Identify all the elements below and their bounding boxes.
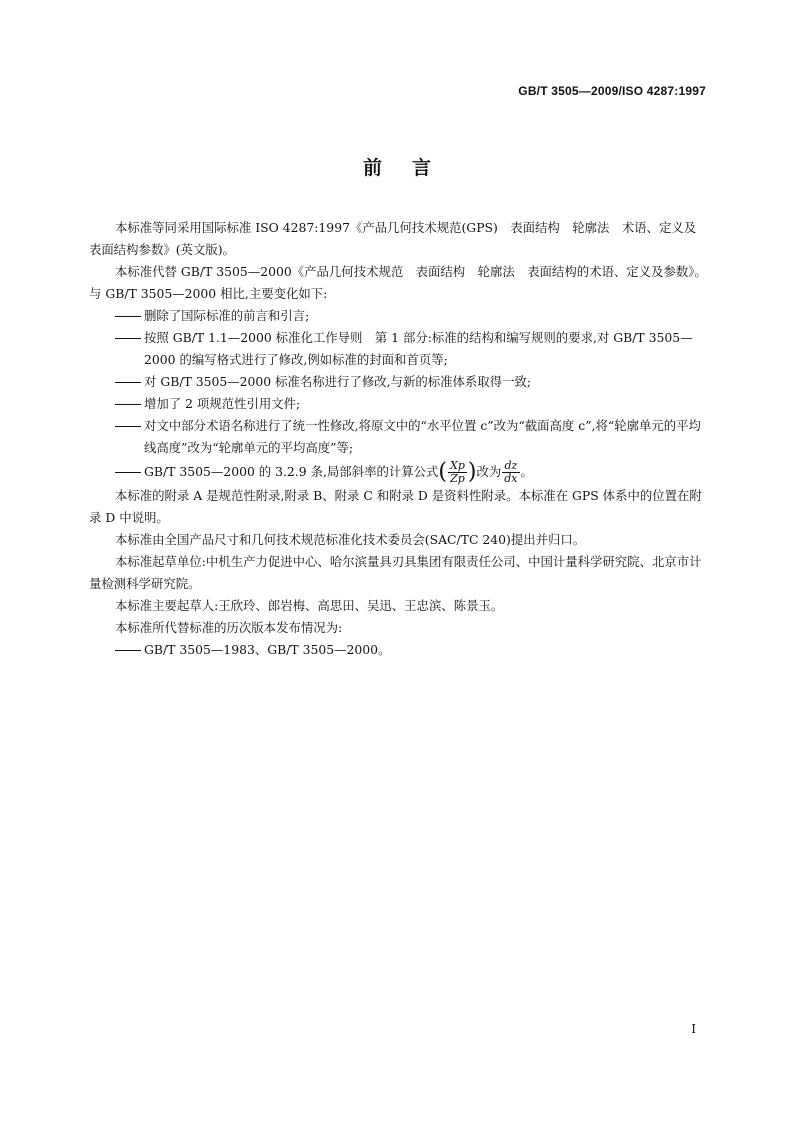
fraction-xp-zp bbox=[448, 460, 467, 485]
page-number: I bbox=[691, 1022, 696, 1036]
fraction-denominator: dx bbox=[504, 472, 518, 485]
fraction-dz-dx bbox=[502, 460, 519, 485]
dash-mark bbox=[115, 404, 141, 405]
fraction-numerator: Xp bbox=[450, 459, 465, 472]
right-paren: ) bbox=[467, 459, 477, 485]
left-paren: ( bbox=[438, 459, 448, 485]
paragraph-adoption: 本标准等同采用国际标准 ISO 4287:1997《产品几何技术规范(GPS) 表面结构 轮廓法 术语、定义及表面结构参数》(英文版)。 bbox=[89, 220, 697, 257]
dash-mark bbox=[115, 472, 141, 473]
history-item bbox=[89, 639, 707, 661]
change-item-6 bbox=[89, 459, 707, 485]
fraction-numerator: dz bbox=[502, 460, 519, 473]
change-item-3 bbox=[89, 371, 707, 393]
paragraph-drafting-units: 本标准起草单位:中机生产力促进中心、哈尔滨量具刃具集团有限责任公司、中国计量科学研究院、北京市计量检测科学研究院。 bbox=[89, 554, 702, 591]
change-item-2 bbox=[89, 327, 707, 371]
fraction-denominator: Zp bbox=[450, 472, 465, 485]
change-item-4 bbox=[89, 393, 707, 415]
paragraph-drafters: 本标准主要起草人:王欣玲、郎岩梅、高思田、吴迅、王忠滨、陈景玉。 bbox=[115, 598, 504, 613]
dash-mark bbox=[115, 426, 141, 427]
paragraph-history: 本标准所代替标准的历次版本发布情况为: bbox=[115, 620, 343, 635]
change-item-text: 按照 GB/T 1.1—2000 标准化工作导则 第 1 部分:标准的结构和编写规则的要求,对 GB/T 3505—2000 的编写格式进行了修改,例如标准的封面和首页等; bbox=[144, 330, 693, 367]
foreword-body bbox=[89, 217, 707, 661]
change-item-text: 删除了国际标准的前言和引言; bbox=[144, 308, 310, 323]
change-item-1 bbox=[89, 305, 707, 327]
dash-mark bbox=[115, 338, 141, 339]
paragraph-replacement: 本标准代替 GB/T 3505—2000《产品几何技术规范 表面结构 轮廓法 表面结构的术语、定义及参数》。与 GB/T 3505—2000 相比,主要变化如下: bbox=[89, 264, 707, 301]
page-title: 前言 bbox=[362, 157, 461, 179]
change-item-5 bbox=[89, 415, 707, 459]
history-item-text: GB/T 3505—1983、GB/T 3505—2000。 bbox=[144, 642, 391, 657]
change-item-text: 对 GB/T 3505—2000 标准名称进行了修改,与新的标准体系取得一致; bbox=[144, 374, 532, 389]
change-item-text: 增加了 2 项规范性引用文件; bbox=[144, 396, 301, 411]
change-item-text: 。 bbox=[520, 464, 533, 479]
change-item-text: 对文中部分术语名称进行了统一性修改,将原文中的“水平位置 c”改为“截面高度 c”,将“轮廓单元的平均线高度”改为“轮廓单元的平均高度”等; bbox=[144, 418, 701, 455]
paragraph-annexes: 本标准的附录 A 是规范性附录,附录 B、附录 C 和附录 D 是资料性附录。本标准在 GPS 体系中的位置在附录 D 中说明。 bbox=[89, 488, 702, 525]
change-item-text: 改为 bbox=[476, 464, 502, 479]
standard-number-header: GB/T 3505—2009/ISO 4287:1997 bbox=[518, 84, 706, 98]
change-item-text: GB/T 3505—2000 的 3.2.9 条,局部斜率的计算公式 bbox=[144, 464, 439, 479]
dash-mark bbox=[115, 316, 141, 317]
dash-mark bbox=[115, 650, 141, 651]
paragraph-proposer: 本标准由全国产品尺寸和几何技术规范标准化技术委员会(SAC/TC 240)提出并归口。 bbox=[115, 532, 586, 547]
dash-mark bbox=[115, 382, 141, 383]
